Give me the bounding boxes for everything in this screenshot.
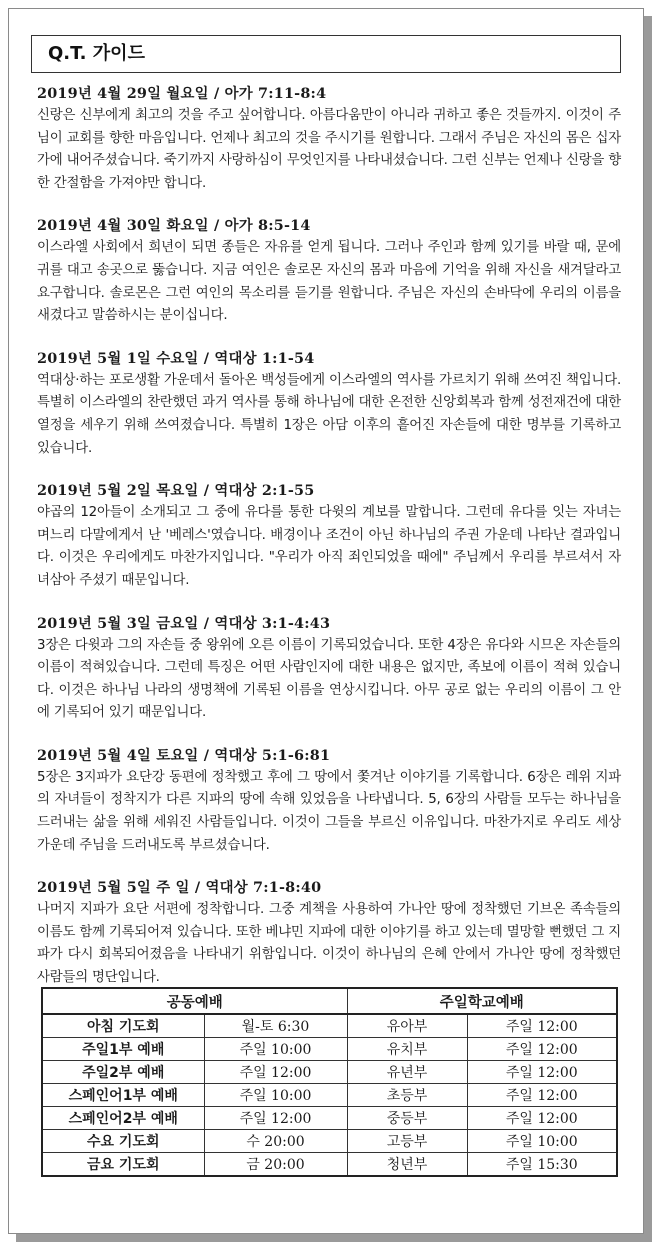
- table-row: [42, 1038, 617, 1061]
- table-row: [42, 1153, 617, 1177]
- table-row: [42, 1061, 617, 1084]
- department-time: 주일 12:00: [467, 1061, 617, 1084]
- department-time: 주일 10:00: [467, 1130, 617, 1153]
- service-time: 주일 10:00: [204, 1038, 347, 1061]
- entry-body: 역대상·하는 포로생활 가운데서 돌아온 백성들에게 이스라엘의 역사를 가르치기 위해 쓰여진 책입니다. 특별히 이스라엘의 찬란했던 과거 역사를 통해 하나님에 대한 온전한 신앙회복과 함께 성전재건에 대한 열정을 세우기 위해 쓰여졌습니다. 특별히 1장은 아담 이후의 흩어진 자손들에 대한 명부를 기록하고 있습니다.: [37, 372, 621, 456]
- department-time: 주일 12:00: [467, 1107, 617, 1130]
- entry-title: 2019년 4월 29일 월요일 / 아가 7:11-8:4: [37, 85, 327, 102]
- entry-body: 야곱의 12아들이 소개되고 그 중에 유다를 통한 다윗의 계보를 말합니다. 그런데 유다를 잇는 자녀는 며느리 다말에게서 난 '베레스'였습니다. 배경이나 조건이 아닌 하나님의 주권 가운데 나타난 결과입니다. 이것은 우리에게도 마찬가지입니다. "우리가 아직 죄인되었을 때에" 주님께서 우리를 부르셔서 자녀삼아 주셨기 때문입니다.: [37, 505, 621, 588]
- service-time: 금 20:00: [204, 1153, 347, 1177]
- qt-guide-header: Q.T. 가이드: [31, 35, 621, 73]
- entry-body: 신랑은 신부에게 최고의 것을 주고 싶어합니다. 아름다움만이 아니라 귀하고 좋은 것들까지. 이것이 주님이 교회를 향한 마음입니다. 언제나 최고의 것을 주시기를 원합니다. 그래서 주님은 자신의 몸은 십자가에 내어주셨습니다. 죽기까지 사랑하심이 무엇인지를 나타내셨습니다. 그런 신부는 언제나 신랑을 향한 간절함을 가져야만 합니다.: [37, 108, 621, 191]
- entry-body: 나머지 지파가 요단 서편에 정착합니다. 그중 계책을 사용하여 가나안 땅에 정착했던 기브온 족속들의 이름도 함께 기록되어져 있습니다. 또한 베냐민 지파에 대한 이야기를 하고 있는데 멸망할 뻔했던 그 지파가 다시 회복되어졌음을 나타내기 위함입니다. 이것이 하나님의 은혜 안에서 가나안 땅에 정착했던 사람들의 명단입니다.: [37, 902, 621, 986]
- table-row: [42, 1014, 617, 1038]
- worship-schedule-table: [41, 987, 618, 1177]
- qt-entry: [37, 613, 621, 725]
- service-name: 주일2부 예배: [42, 1061, 204, 1084]
- table-row: [42, 1084, 617, 1107]
- bulletin-page: [8, 8, 644, 1234]
- entry-body: 3장은 다윗과 그의 자손들 중 왕위에 오른 이름이 기록되었습니다. 또한 4장은 유다와 시므온 자손들의 이름이 적혀있습니다. 그런데 특징은 어떤 사람인지에 대한 내용은 없지만, 족보에 이름이 적혀 있습니다. 이것은 하나님 나라의 생명책에 기록된 이름을 연상시킵니다. 아무 공로 없는 우리의 이름이 그 안에 기록되어 있기 때문입니다.: [37, 637, 621, 721]
- header-sunday-school: 주일학교예배: [347, 988, 617, 1014]
- header-common-worship: 공동예배: [42, 988, 347, 1014]
- department-name: 유치부: [347, 1038, 467, 1061]
- entry-title: 2019년 5월 4일 토요일 / 역대상 5:1-6:81: [37, 746, 331, 764]
- table-row: [42, 1130, 617, 1153]
- service-name: 아침 기도회: [42, 1014, 204, 1038]
- department-time: 주일 12:00: [467, 1038, 617, 1061]
- department-name: 중등부: [347, 1107, 467, 1130]
- service-name: 스페인어2부 예배: [42, 1107, 204, 1130]
- service-time: 주일 12:00: [204, 1107, 347, 1130]
- entry-title: 2019년 5월 3일 금요일 / 역대상 3:1-4:43: [37, 614, 331, 632]
- department-time: 주일 12:00: [467, 1084, 617, 1107]
- department-name: 유아부: [347, 1014, 467, 1038]
- table-header-row: [42, 988, 617, 1014]
- department-time: 주일 12:00: [467, 1014, 617, 1038]
- service-time: 수 20:00: [204, 1130, 347, 1153]
- entry-title: 2019년 5월 5일 주 일 / 역대상 7:1-8:40: [37, 879, 322, 897]
- department-name: 유년부: [347, 1061, 467, 1084]
- entry-title: 2019년 4월 30일 화요일 / 아가 8:5-14: [37, 217, 311, 235]
- qt-entry: [37, 83, 621, 195]
- entry-title: 2019년 5월 1일 수요일 / 역대상 1:1-54: [37, 349, 315, 367]
- service-name: 금요 기도회: [42, 1153, 204, 1177]
- qt-entry: [37, 745, 621, 857]
- service-name: 스페인어1부 예배: [42, 1084, 204, 1107]
- qt-entry: [37, 215, 621, 327]
- entry-body: 이스라엘 사회에서 희년이 되면 종들은 자유를 얻게 됩니다. 그러나 주인과 함께 있기를 바랄 때, 문에 귀를 대고 송곳으로 뚫습니다. 지금 여인은 솔로몬 자신의 몸과 마음에 기억을 위해 자신을 새겨달라고 요구합니다. 솔로몬은 그런 여인의 목소리를 듣기를 원합니다. 주님은 자신의 손바닥에 우리의 이름을 새겼다고 말씀하시는 분이십니다.: [37, 240, 621, 324]
- service-time: 주일 12:00: [204, 1061, 347, 1084]
- department-name: 초등부: [347, 1084, 467, 1107]
- qt-entry: [37, 348, 621, 460]
- service-name: 수요 기도회: [42, 1130, 204, 1153]
- qt-entry: [37, 480, 621, 592]
- service-name: 주일1부 예배: [42, 1038, 204, 1061]
- service-time: 월-토 6:30: [204, 1014, 347, 1038]
- department-name: 고등부: [347, 1130, 467, 1153]
- entry-body: 5장은 3지파가 요단강 동편에 정착했고 후에 그 땅에서 쫓겨난 이야기를 기록합니다. 6장은 레위 지파의 자녀들이 정착지가 다른 지파의 땅에 속해 있었음을 나타냅니다. 5, 6장의 사람들 모두는 하나님을 드러내는 삶을 위해 세워진 사람들입니다. 이것이 그들을 부르신 이유입니다. 마찬가지로 우리도 세상 가운데 주님을 드러내도록 부르셨습니다.: [37, 769, 621, 853]
- entry-title: 2019년 5월 2일 목요일 / 역대상 2:1-55: [37, 482, 315, 500]
- department-time: 주일 15:30: [467, 1153, 617, 1177]
- qt-entries: [37, 83, 621, 1010]
- department-name: 청년부: [347, 1153, 467, 1177]
- table-row: [42, 1107, 617, 1130]
- qt-entry: [37, 877, 621, 989]
- service-time: 주일 10:00: [204, 1084, 347, 1107]
